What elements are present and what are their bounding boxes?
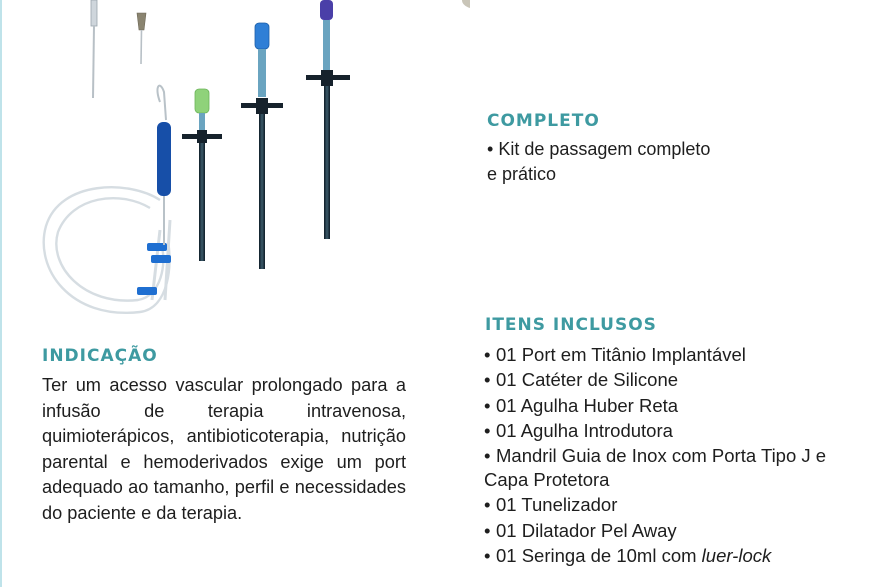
needle-icon — [91, 0, 97, 98]
bullet: • — [487, 139, 494, 159]
list-item — [484, 493, 864, 517]
introducer-needle-icon — [182, 89, 222, 261]
completo-heading: COMPLETO — [487, 111, 600, 131]
needle-icon — [137, 13, 146, 64]
bullet: • — [484, 344, 491, 365]
dilator-icon — [241, 23, 283, 269]
item-text: 01 Seringa de 10ml com — [496, 545, 702, 567]
completo-description — [487, 137, 717, 187]
item-text: 01 Agulha Introdutora — [496, 419, 673, 441]
tube-clip-icon — [137, 287, 157, 295]
bullet: • — [484, 394, 491, 416]
bullet: • — [484, 445, 491, 467]
bullet: • — [484, 545, 491, 567]
item-text: Mandril Guia de Inox com Porta Tipo J e Capa Protetora — [484, 445, 827, 491]
bullet: • — [484, 519, 491, 541]
list-item — [484, 419, 864, 443]
item-text: 01 Catéter de Silicone — [496, 369, 679, 391]
item-text: 01 Agulha Huber Reta — [496, 394, 679, 416]
list-item — [484, 544, 864, 568]
device-edge-icon — [462, 0, 470, 8]
itens-inclusos-heading: ITENS INCLUSOS — [485, 315, 657, 335]
itens-inclusos-list — [484, 343, 864, 569]
list-item — [484, 394, 864, 418]
list-item — [484, 519, 864, 543]
list-item — [484, 343, 864, 367]
completo-text: Kit de passagem completo e prático — [487, 139, 711, 184]
list-item — [484, 368, 864, 392]
bullet: • — [484, 494, 491, 516]
list-item — [484, 444, 864, 492]
peel-away-sheath-icon — [306, 0, 350, 239]
indicacao-paragraph: Ter um acesso vascular prolongado para a infusão de terapia intravenosa, quimioterápicos, antibioticoterapia, nutrição parental e hemoderivados exige um port adequado ao tamanho, perfil e necessidades do paciente e da terapia. — [42, 375, 406, 523]
item-emphasis: luer-lock — [701, 545, 772, 567]
bullet: • — [484, 369, 491, 391]
catheter-kit-illustration — [0, 0, 470, 345]
tube-clip-icon — [151, 255, 171, 263]
item-text: 01 Port em Titânio Implantável — [496, 344, 746, 365]
item-text: 01 Tunelizador — [496, 494, 618, 516]
bullet: • — [484, 419, 491, 441]
indicacao-heading: INDICAÇÃO — [42, 346, 158, 366]
item-text: 01 Dilatador Pel Away — [496, 519, 677, 541]
